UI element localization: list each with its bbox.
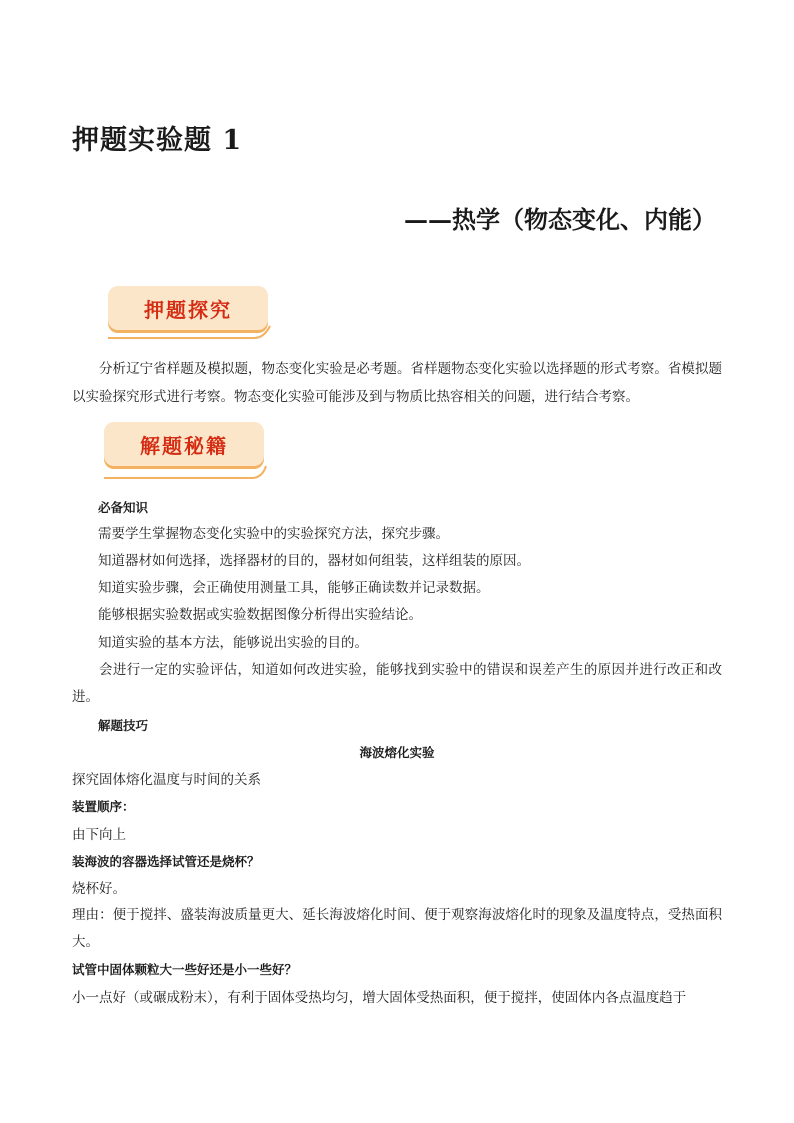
section-title: 海波熔化实验 <box>359 745 435 760</box>
intro-paragraph: 分析辽宁省样题及模拟题，物态变化实验是必考题。省样题物态变化实验以选择题的形式考察。省模拟题以实验探究形式进行考察。物态变化实验可能涉及到与物质比热容相关的问题，进行结合考察。 <box>72 361 722 405</box>
knowledge-item: 知道实验步骤，会正确使用测量工具，能够正确读数并记录数据。 <box>98 580 490 596</box>
section-badge-secrets <box>100 418 280 488</box>
skills-line-bold: 装置顺序： <box>72 799 135 814</box>
skills-line: 由下向上 <box>72 827 126 843</box>
page-title: 押题实验题 1 <box>72 125 243 156</box>
skills-line: 探究固体熔化温度与时间的关系 <box>72 772 261 788</box>
knowledge-item: 会进行一定的实验评估，知道如何改进实验，能够找到实验中的错误和误差产生的原因并进行改正和改进。 <box>72 662 722 705</box>
skills-line: 烧杯好。 <box>72 881 126 897</box>
badge-label-explore: 押题探究 <box>108 286 268 330</box>
skills-question: 试管中固体颗粒大一些好还是小一些好？ <box>72 962 298 977</box>
skills-line-bold: 装海波的容器选择试管还是烧杯？ <box>72 854 260 869</box>
knowledge-item: 知道实验的基本方法，能够说出实验的目的。 <box>98 635 368 651</box>
badge-label-secrets: 解题秘籍 <box>104 422 264 466</box>
section-badge-explore <box>104 282 284 352</box>
skills-heading: 解题技巧 <box>98 718 149 733</box>
knowledge-item: 能够根据实验数据或实验数据图像分析得出实验结论。 <box>98 607 422 623</box>
knowledge-item: 需要学生掌握物态变化实验中的实验探究方法，探究步骤。 <box>98 526 449 542</box>
knowledge-heading: 必备知识 <box>98 500 149 515</box>
page-subtitle: ——热学（物态变化、内能） <box>404 205 716 234</box>
knowledge-item: 知道器材如何选择，选择器材的目的，器材如何组装，这样组装的原因。 <box>98 553 530 569</box>
skills-answer: 小一点好（或碾成粉末），有利于固体受热均匀，增大固体受热面积，便于搅拌，使固体内各点温度趋于 <box>72 990 687 1006</box>
skills-reason: 理由：便于搅拌、盛装海波质量更大、延长海波熔化时间、便于观察海波熔化时的现象及温度特点，受热面积大。 <box>72 907 722 950</box>
